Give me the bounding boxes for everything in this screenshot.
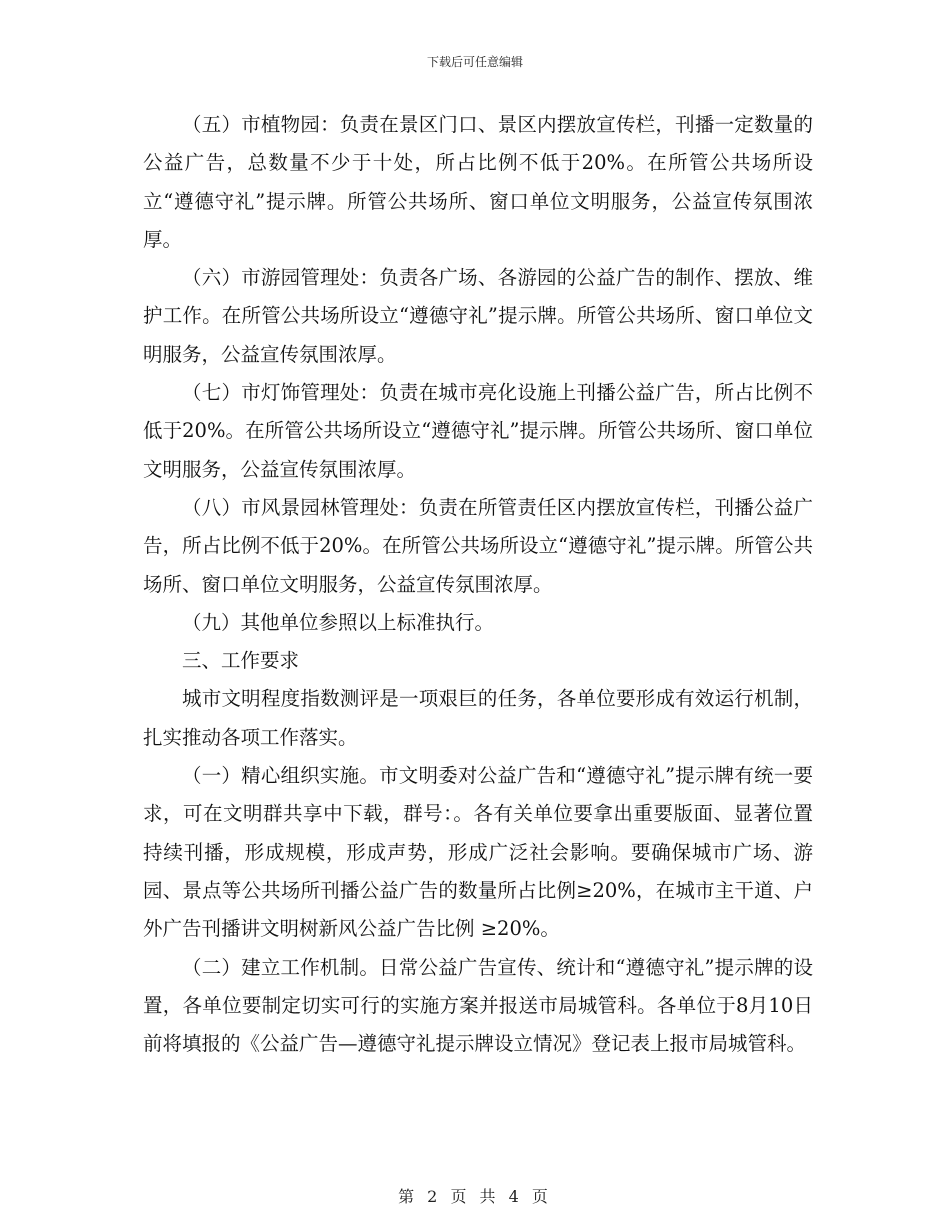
section-heading-work-requirements: 三、工作要求 [182,649,300,673]
paragraph-section-7: （七）市灯饰管理处：负责在城市亮化设施上刊播公益广告，所占比例不低于20%。在所管公共场所设立“遵德守礼”提示牌。所管公共场所、窗口单位文明服务，公益宣传氛围浓厚。 [143,381,813,481]
paragraph-requirement-2: （二）建立工作机制。日常公益广告宣传、统计和“遵德守礼”提示牌的设置，各单位要制定切实可行的实施方案并报送市局城管科。各单位于8月10日前将填报的《公益广告—遵德守礼提示牌设立情况》登记表上报市局城管科。 [143,955,813,1056]
page-header: 下载后可任意编辑 [426,55,523,69]
paragraph-section-8: （八）市风景园林管理处：负责在所管责任区内摆放宣传栏，刊播公益广告，所占比例不低于20%。在所管公共场所设立“遵德守礼”提示牌。所管公共场所、窗口单位文明服务，公益宣传氛围浓厚。 [143,495,813,596]
document-body [143,106,813,1063]
page-footer: 第 2 页 共 4 页 [398,1187,552,1206]
paragraph-requirement-1: （一）精心组织实施。市文明委对公益广告和“遵德守礼”提示牌有统一要求，可在文明群共享中下载，群号：。各有关单位要拿出重要版面、显著位置持续刊播，形成规模，形成声势，形成广泛社会影响。要确保城市广场、游园、景点等公共场所刊播公益广告的数量所占比例≥20%，在城市主干道、户外广告刊播讲文明树新风公益广告比例 ≥20%。 [143,764,813,941]
paragraph-section-5: （五）市植物园：负责在景区门口、景区内摆放宣传栏，刊播一定数量的公益广告，总数量不少于十处，所占比例不低于20%。在所管公共场所设立“遵德守礼”提示牌。所管公共场所、窗口单位文明服务，公益宣传氛围浓厚。 [143,113,813,251]
paragraph-section-6: （六）市游园管理处：负责各广场、各游园的公益广告的制作、摆放、维护工作。在所管公共场所设立“遵德守礼”提示牌。所管公共场所、窗口单位文明服务，公益宣传氛围浓厚。 [143,266,813,366]
paragraph-intro: 城市文明程度指数测评是一项艰巨的任务，各单位要形成有效运行机制，扎实推动各项工作落实。 [143,687,813,749]
paragraph-section-9: （九）其他单位参照以上标准执行。 [182,610,495,634]
